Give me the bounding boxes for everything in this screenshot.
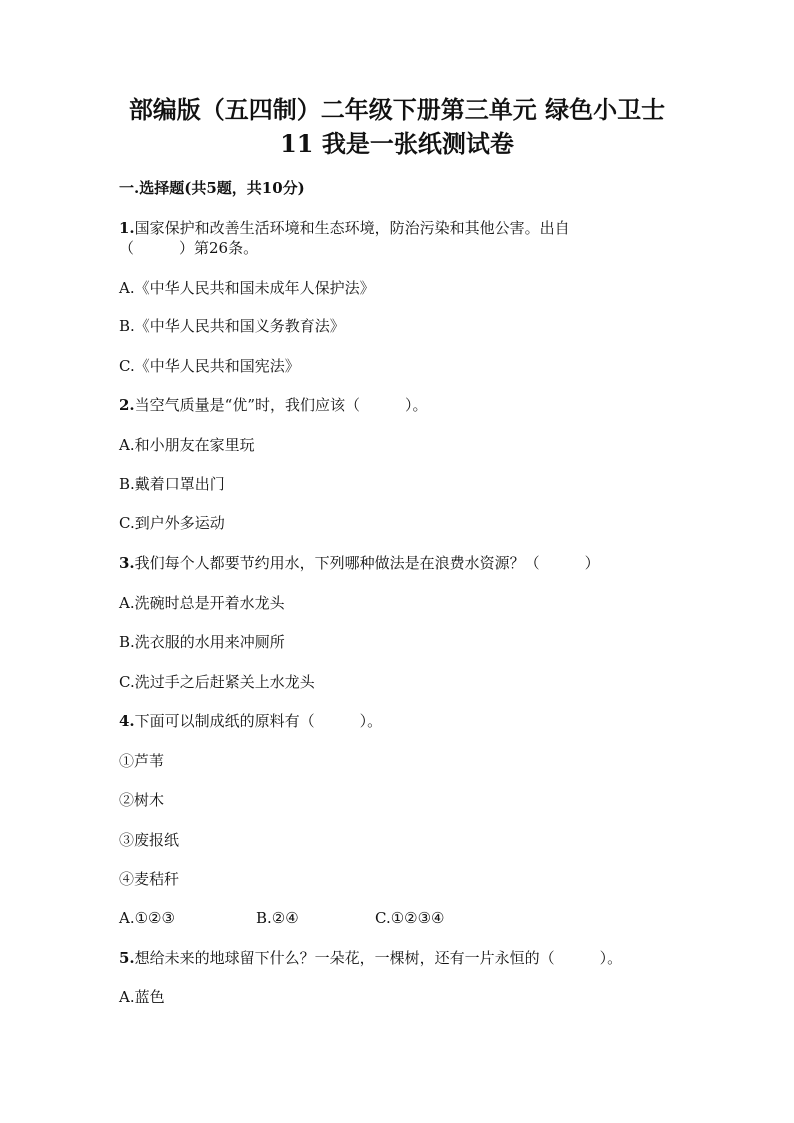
question-2-option-b: B.戴着口罩出门	[119, 475, 225, 493]
question-number: 2.	[119, 396, 135, 414]
question-4-option-a: A.①②③	[119, 909, 175, 927]
question-3-option-a: A.洗碗时总是开着水龙头	[119, 594, 285, 612]
question-3-option-b: B.洗衣服的水用来冲厕所	[119, 633, 285, 651]
question-text: 我们每个人都要节约用水，下列哪种做法是在浪费水资源？（ ）	[134, 554, 600, 572]
question-1-continued: （ ）第26条。	[119, 239, 259, 257]
question-1-option-a: A.《中华人民共和国未成年人保护法》	[119, 279, 375, 297]
question-2-option-c: C.到户外多运动	[119, 514, 225, 532]
question-number: 5.	[119, 949, 135, 967]
section-heading: 一.选择题(共5题，共10分)	[119, 179, 305, 197]
page-title-line1: 部编版（五四制）二年级下册第三单元 绿色小卫士	[128, 95, 666, 124]
question-2	[119, 395, 428, 415]
question-number: 4.	[119, 712, 135, 730]
question-1-option-c: C.《中华人民共和国宪法》	[119, 357, 300, 375]
question-3	[119, 553, 600, 573]
question-1-option-b: B.《中华人民共和国义务教育法》	[119, 317, 345, 335]
question-3-option-c: C.洗过手之后赶紧关上水龙头	[119, 673, 315, 691]
question-text: 下面可以制成纸的原料有（ ）。	[134, 712, 383, 730]
question-4	[119, 711, 382, 731]
question-number: 3.	[119, 554, 135, 572]
question-5-option-a: A.蓝色	[119, 988, 165, 1006]
question-4-item-3: ③废报纸	[119, 831, 180, 849]
question-4-options	[119, 908, 445, 928]
page-title-line2: 11 我是一张纸测试卷	[280, 129, 514, 158]
question-1	[119, 218, 570, 238]
question-number: 1.	[119, 219, 135, 237]
question-4-item-1: ①芦苇	[119, 752, 165, 770]
question-4-option-c: C.①②③④	[375, 909, 445, 927]
question-4-item-4: ④麦秸秆	[119, 870, 180, 888]
question-text: 国家保护和改善生活环境和生态环境，防治污染和其他公害。出自	[134, 219, 570, 237]
question-text: 当空气质量是“优”时，我们应该（ ）。	[134, 396, 428, 414]
question-2-option-a: A.和小朋友在家里玩	[119, 436, 255, 454]
question-5	[119, 948, 622, 968]
question-text: 想给未来的地球留下什么？一朵花，一棵树，还有一片永恒的（ ）。	[134, 949, 623, 967]
question-4-item-2: ②树木	[119, 791, 165, 809]
question-4-option-b: B.②④	[256, 909, 299, 927]
